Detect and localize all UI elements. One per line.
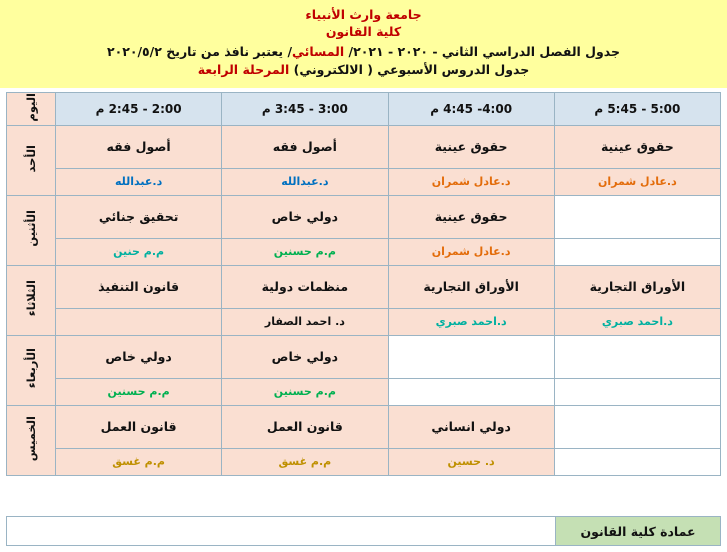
stage-label: المرحلة الرابعة	[197, 62, 290, 77]
table-row	[7, 168, 721, 195]
subject-cell: أصول فقه	[222, 125, 388, 168]
subject-cell: حقوق عينية	[388, 195, 554, 238]
subject-cell: حقوق عينية	[554, 125, 720, 168]
teacher-cell: م.م غسق	[222, 448, 388, 475]
subject-cell	[554, 195, 720, 238]
teacher-cell: م.م حنين	[56, 238, 222, 265]
footer-blank-area	[6, 516, 555, 546]
table-row	[7, 265, 721, 308]
subject-cell: قانون التنفيذ	[56, 265, 222, 308]
time-header-3: 4:00- 4:45 م	[388, 93, 554, 126]
teacher-cell	[554, 378, 720, 405]
subject-cell: أصول فقه	[56, 125, 222, 168]
day-label: الأحد	[24, 144, 38, 173]
schedule-table-wrap	[0, 88, 727, 476]
teacher-cell: م.م حسنين	[222, 378, 388, 405]
subject-cell	[554, 405, 720, 448]
table-row	[7, 238, 721, 265]
day-label-cell	[7, 405, 56, 475]
table-row	[7, 195, 721, 238]
subject-cell: الأوراق التجارية	[554, 265, 720, 308]
term-evening-label: المسائي	[292, 44, 345, 59]
table-header-row	[7, 93, 721, 126]
subject-cell	[388, 335, 554, 378]
day-label: الثلاثاء	[24, 280, 38, 317]
teacher-cell: م.م حسنين	[56, 378, 222, 405]
term-line	[0, 43, 727, 61]
subject-cell: تحقيق جنائي	[56, 195, 222, 238]
teacher-cell	[554, 238, 720, 265]
faculty-name: كلية القانون	[325, 24, 402, 39]
deanship-label: عمادة كلية القانون	[555, 516, 721, 546]
teacher-cell: د.عادل شمران	[388, 238, 554, 265]
time-header-1: 2:00 - 2:45 م	[56, 93, 222, 126]
schedule-table	[6, 92, 721, 476]
subtitle-line	[0, 61, 727, 79]
teacher-cell: د.عبدالله	[56, 168, 222, 195]
teacher-cell: د.احمد صبري	[388, 308, 554, 335]
teacher-cell: م.م حسنين	[222, 238, 388, 265]
subject-cell: حقوق عينية	[388, 125, 554, 168]
day-label: الأثنين	[24, 210, 38, 247]
table-row	[7, 125, 721, 168]
subject-cell: دولي خاص	[222, 335, 388, 378]
table-row	[7, 448, 721, 475]
day-label: الخميس	[24, 415, 38, 462]
teacher-cell: د.عادل شمران	[554, 168, 720, 195]
teacher-cell: د.عادل شمران	[388, 168, 554, 195]
subject-cell: دولي انساني	[388, 405, 554, 448]
table-row	[7, 378, 721, 405]
subject-cell: قانون العمل	[56, 405, 222, 448]
table-row	[7, 335, 721, 378]
subtitle-prefix: جدول الدروس الأسبوعي ( الالكتروني)	[293, 62, 530, 77]
teacher-cell: م.م غسق	[56, 448, 222, 475]
subject-cell: الأوراق التجارية	[388, 265, 554, 308]
term-suffix: / يعتبر نافذ من تاريخ ٢٠٢٠/٥/٢	[106, 44, 293, 59]
teacher-cell: د.عبدالله	[222, 168, 388, 195]
header-banner	[0, 0, 727, 88]
footer	[6, 516, 721, 546]
day-label-cell	[7, 125, 56, 195]
day-label-cell	[7, 265, 56, 335]
teacher-cell: د. احمد الصفار	[222, 308, 388, 335]
time-header-2: 3:00 - 3:45 م	[222, 93, 388, 126]
table-row	[7, 405, 721, 448]
day-column-header	[7, 93, 56, 126]
subject-cell: قانون العمل	[222, 405, 388, 448]
teacher-cell	[554, 448, 720, 475]
subject-cell	[554, 335, 720, 378]
subject-cell: دولي خاص	[56, 335, 222, 378]
day-label-cell	[7, 335, 56, 405]
day-column-header-text: اليوم	[24, 93, 38, 122]
term-prefix: جدول الفصل الدراسي الثاني - ٢٠٢٠ - ٢٠٢١/	[344, 44, 621, 59]
teacher-cell: د. حسين	[388, 448, 554, 475]
teacher-cell	[388, 378, 554, 405]
university-name: جامعة وارث الأنبياء	[305, 7, 422, 22]
day-label: الأربعاء	[24, 348, 38, 389]
teacher-cell: د.احمد صبري	[554, 308, 720, 335]
day-label-cell	[7, 195, 56, 265]
teacher-cell	[56, 308, 222, 335]
subject-cell: دولي خاص	[222, 195, 388, 238]
time-header-4: 5:00 - 5:45 م	[554, 93, 720, 126]
subject-cell: منظمات دولية	[222, 265, 388, 308]
table-row	[7, 308, 721, 335]
